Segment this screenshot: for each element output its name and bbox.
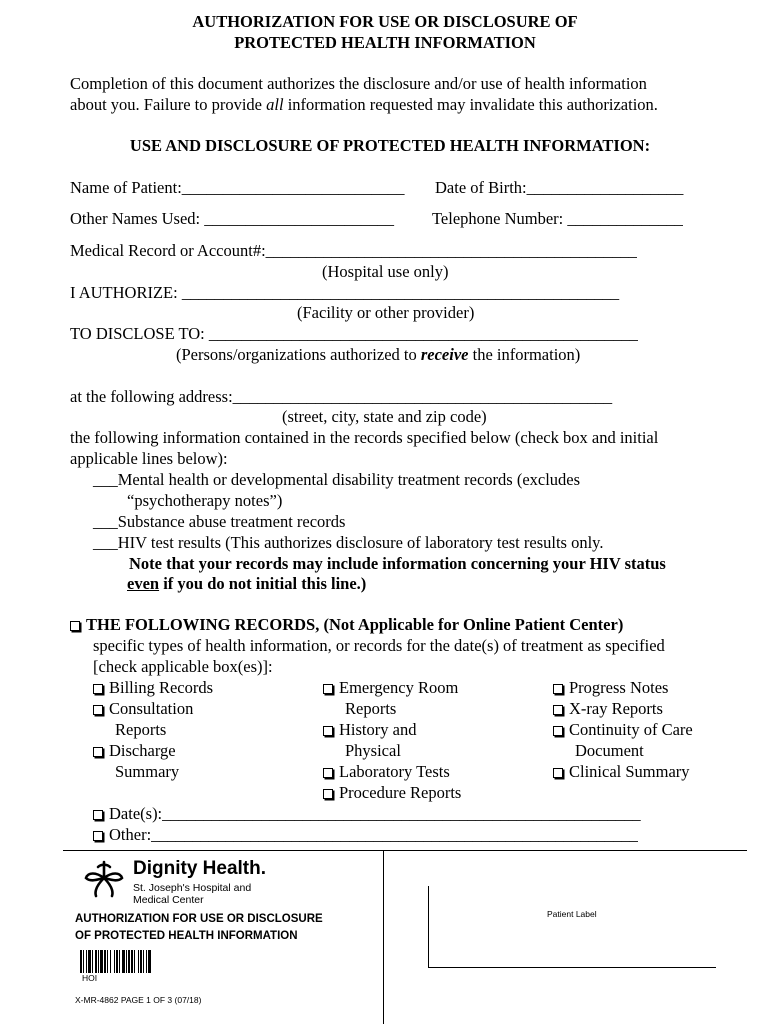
medical-record-field[interactable]: Medical Record or Account#:_____________________________________________ (70, 241, 637, 260)
checkbox-icon[interactable] (323, 684, 333, 694)
barcode (80, 950, 176, 973)
barcode-bar (110, 950, 111, 973)
barcode-bar (119, 950, 120, 973)
consultation-line2: Reports (115, 720, 167, 739)
barcode-bar (146, 950, 147, 973)
patient-label-bottom-rule (428, 967, 716, 968)
progress-notes-checkbox[interactable]: Progress Notes (553, 677, 668, 698)
patient-label-text: Patient Label (547, 909, 597, 919)
checkbox-icon[interactable] (93, 810, 103, 820)
barcode-bar (122, 950, 125, 973)
records-checkbox[interactable] (70, 621, 80, 631)
continuity-of-care-line2: Document (575, 741, 644, 760)
logo-name: Dignity Health. (133, 858, 267, 879)
consultation-checkbox[interactable]: Consultation (93, 698, 193, 719)
footer-vertical-rule (383, 851, 384, 1024)
hiv-note-line2: even if you do not initial this line.) (127, 574, 367, 593)
address-note: (street, city, state and zip code) (282, 407, 487, 426)
checkbox-icon[interactable] (323, 726, 333, 736)
checkbox-icon[interactable] (323, 789, 333, 799)
other-field[interactable]: Other:___________________________________________________________ (93, 824, 638, 845)
telephone-field[interactable]: Telephone Number: ______________ (432, 209, 683, 228)
checkbox-icon[interactable] (553, 726, 563, 736)
footer-top-rule (63, 850, 747, 851)
barcode-bar (134, 950, 135, 973)
intro-line2: about you. Failure to provide all information requested may invalidate this authorization. (70, 95, 658, 114)
facility-note: (Facility or other provider) (297, 303, 475, 322)
hospital-use-note: (Hospital use only) (322, 262, 449, 281)
checkbox-icon[interactable] (323, 768, 333, 778)
xray-reports-checkbox[interactable]: X-ray Reports (553, 698, 663, 719)
form-title-line2: PROTECTED HEALTH INFORMATION (234, 33, 536, 52)
barcode-bar (86, 950, 87, 973)
barcode-bar (104, 950, 106, 973)
clinical-summary-checkbox[interactable]: Clinical Summary (553, 761, 690, 782)
barcode-bar (92, 950, 93, 973)
checkbox-icon[interactable] (93, 831, 103, 841)
other-names-field[interactable]: Other Names Used: _______________________ (70, 209, 395, 228)
barcode-bar (83, 950, 84, 973)
discharge-checkbox[interactable]: Discharge (93, 740, 176, 761)
barcode-bar (114, 950, 115, 973)
authorize-field[interactable]: I AUTHORIZE: _____________________________________________________ (70, 283, 620, 302)
barcode-bar (128, 950, 130, 973)
mental-health-line2: “psychotherapy notes”) (127, 491, 283, 510)
persons-note: (Persons/organizations authorized to receive the information) (176, 345, 581, 364)
patient-label-left-rule (428, 886, 429, 968)
footer-form-title1: AUTHORIZATION FOR USE OR DISCLOSURE (75, 913, 323, 925)
checkbox-icon[interactable] (553, 684, 563, 694)
footer-form-title2: OF PROTECTED HEALTH INFORMATION (75, 930, 298, 942)
patient-name-field[interactable]: Name of Patient:___________________________ (70, 178, 405, 197)
checkbox-icon[interactable] (553, 705, 563, 715)
dob-field[interactable]: Date of Birth:___________________ (435, 178, 684, 197)
barcode-bar (116, 950, 118, 973)
barcode-bar (140, 950, 142, 973)
barcode-bar (126, 950, 127, 973)
checkbox-icon[interactable] (93, 747, 103, 757)
procedure-reports-checkbox[interactable]: Procedure Reports (323, 782, 461, 803)
records-desc-line2: [check applicable box(es)]: (93, 657, 273, 676)
info-intro-line2: applicable lines below): (70, 449, 228, 468)
hiv-initial-line[interactable]: ___HIV test results (This authorizes disclosure of laboratory test results only. (93, 533, 604, 552)
barcode-bar (98, 950, 99, 973)
disclose-to-field[interactable]: TO DISCLOSE TO: ____________________________________________________ (70, 324, 638, 343)
intro-line1: Completion of this document authorizes the disclosure and/or use of health information (70, 74, 647, 93)
form-title-line1: AUTHORIZATION FOR USE OR DISCLOSURE OF (192, 12, 578, 31)
records-desc-line1: specific types of health information, or records for the date(s) of treatment as specified (93, 636, 665, 655)
checkbox-icon[interactable] (93, 684, 103, 694)
address-field[interactable]: at the following address:______________________________________________ (70, 387, 613, 406)
barcode-text: HOI (82, 973, 98, 983)
info-intro-line1: the following information contained in the records specified below (check box and initial (70, 428, 659, 447)
history-physical-line2: Physical (345, 741, 401, 760)
barcode-bar (107, 950, 108, 973)
continuity-of-care-checkbox[interactable]: Continuity of Care (553, 719, 693, 740)
dates-field[interactable]: Date(s):__________________________________________________________ (93, 803, 641, 824)
barcode-bar (148, 950, 151, 973)
emergency-room-line2: Reports (345, 699, 397, 718)
emergency-room-checkbox[interactable]: Emergency Room (323, 677, 458, 698)
barcode-bar (88, 950, 91, 973)
barcode-bar (80, 950, 82, 973)
logo-sub1: St. Joseph's Hospital and (133, 882, 252, 894)
dignity-health-logo-icon (82, 858, 126, 900)
checkbox-icon[interactable] (553, 768, 563, 778)
section-heading: USE AND DISCLOSURE OF PROTECTED HEALTH INFORMATION: (129, 136, 651, 155)
barcode-bar (138, 950, 139, 973)
barcode-bar (131, 950, 133, 973)
barcode-bar (143, 950, 144, 973)
records-heading[interactable]: THE FOLLOWING RECORDS, (Not Applicable for Online Patient Center) (70, 614, 623, 635)
hiv-note-line1: Note that your records may include information concerning your HIV status (129, 554, 666, 573)
billing-records-checkbox[interactable]: Billing Records (93, 677, 213, 698)
checkbox-icon[interactable] (93, 705, 103, 715)
barcode-bar (100, 950, 103, 973)
barcode-bar (95, 950, 97, 973)
laboratory-tests-checkbox[interactable]: Laboratory Tests (323, 761, 450, 782)
mental-health-initial-line[interactable]: ___Mental health or developmental disability treatment records (excludes (93, 470, 581, 489)
history-physical-checkbox[interactable]: History and (323, 719, 416, 740)
substance-abuse-initial-line[interactable]: ___Substance abuse treatment records (93, 512, 346, 531)
discharge-line2: Summary (115, 762, 180, 781)
form-number: X-MR-4862 PAGE 1 OF 3 (07/18) (75, 995, 202, 1005)
logo-sub2: Medical Center (133, 894, 204, 906)
